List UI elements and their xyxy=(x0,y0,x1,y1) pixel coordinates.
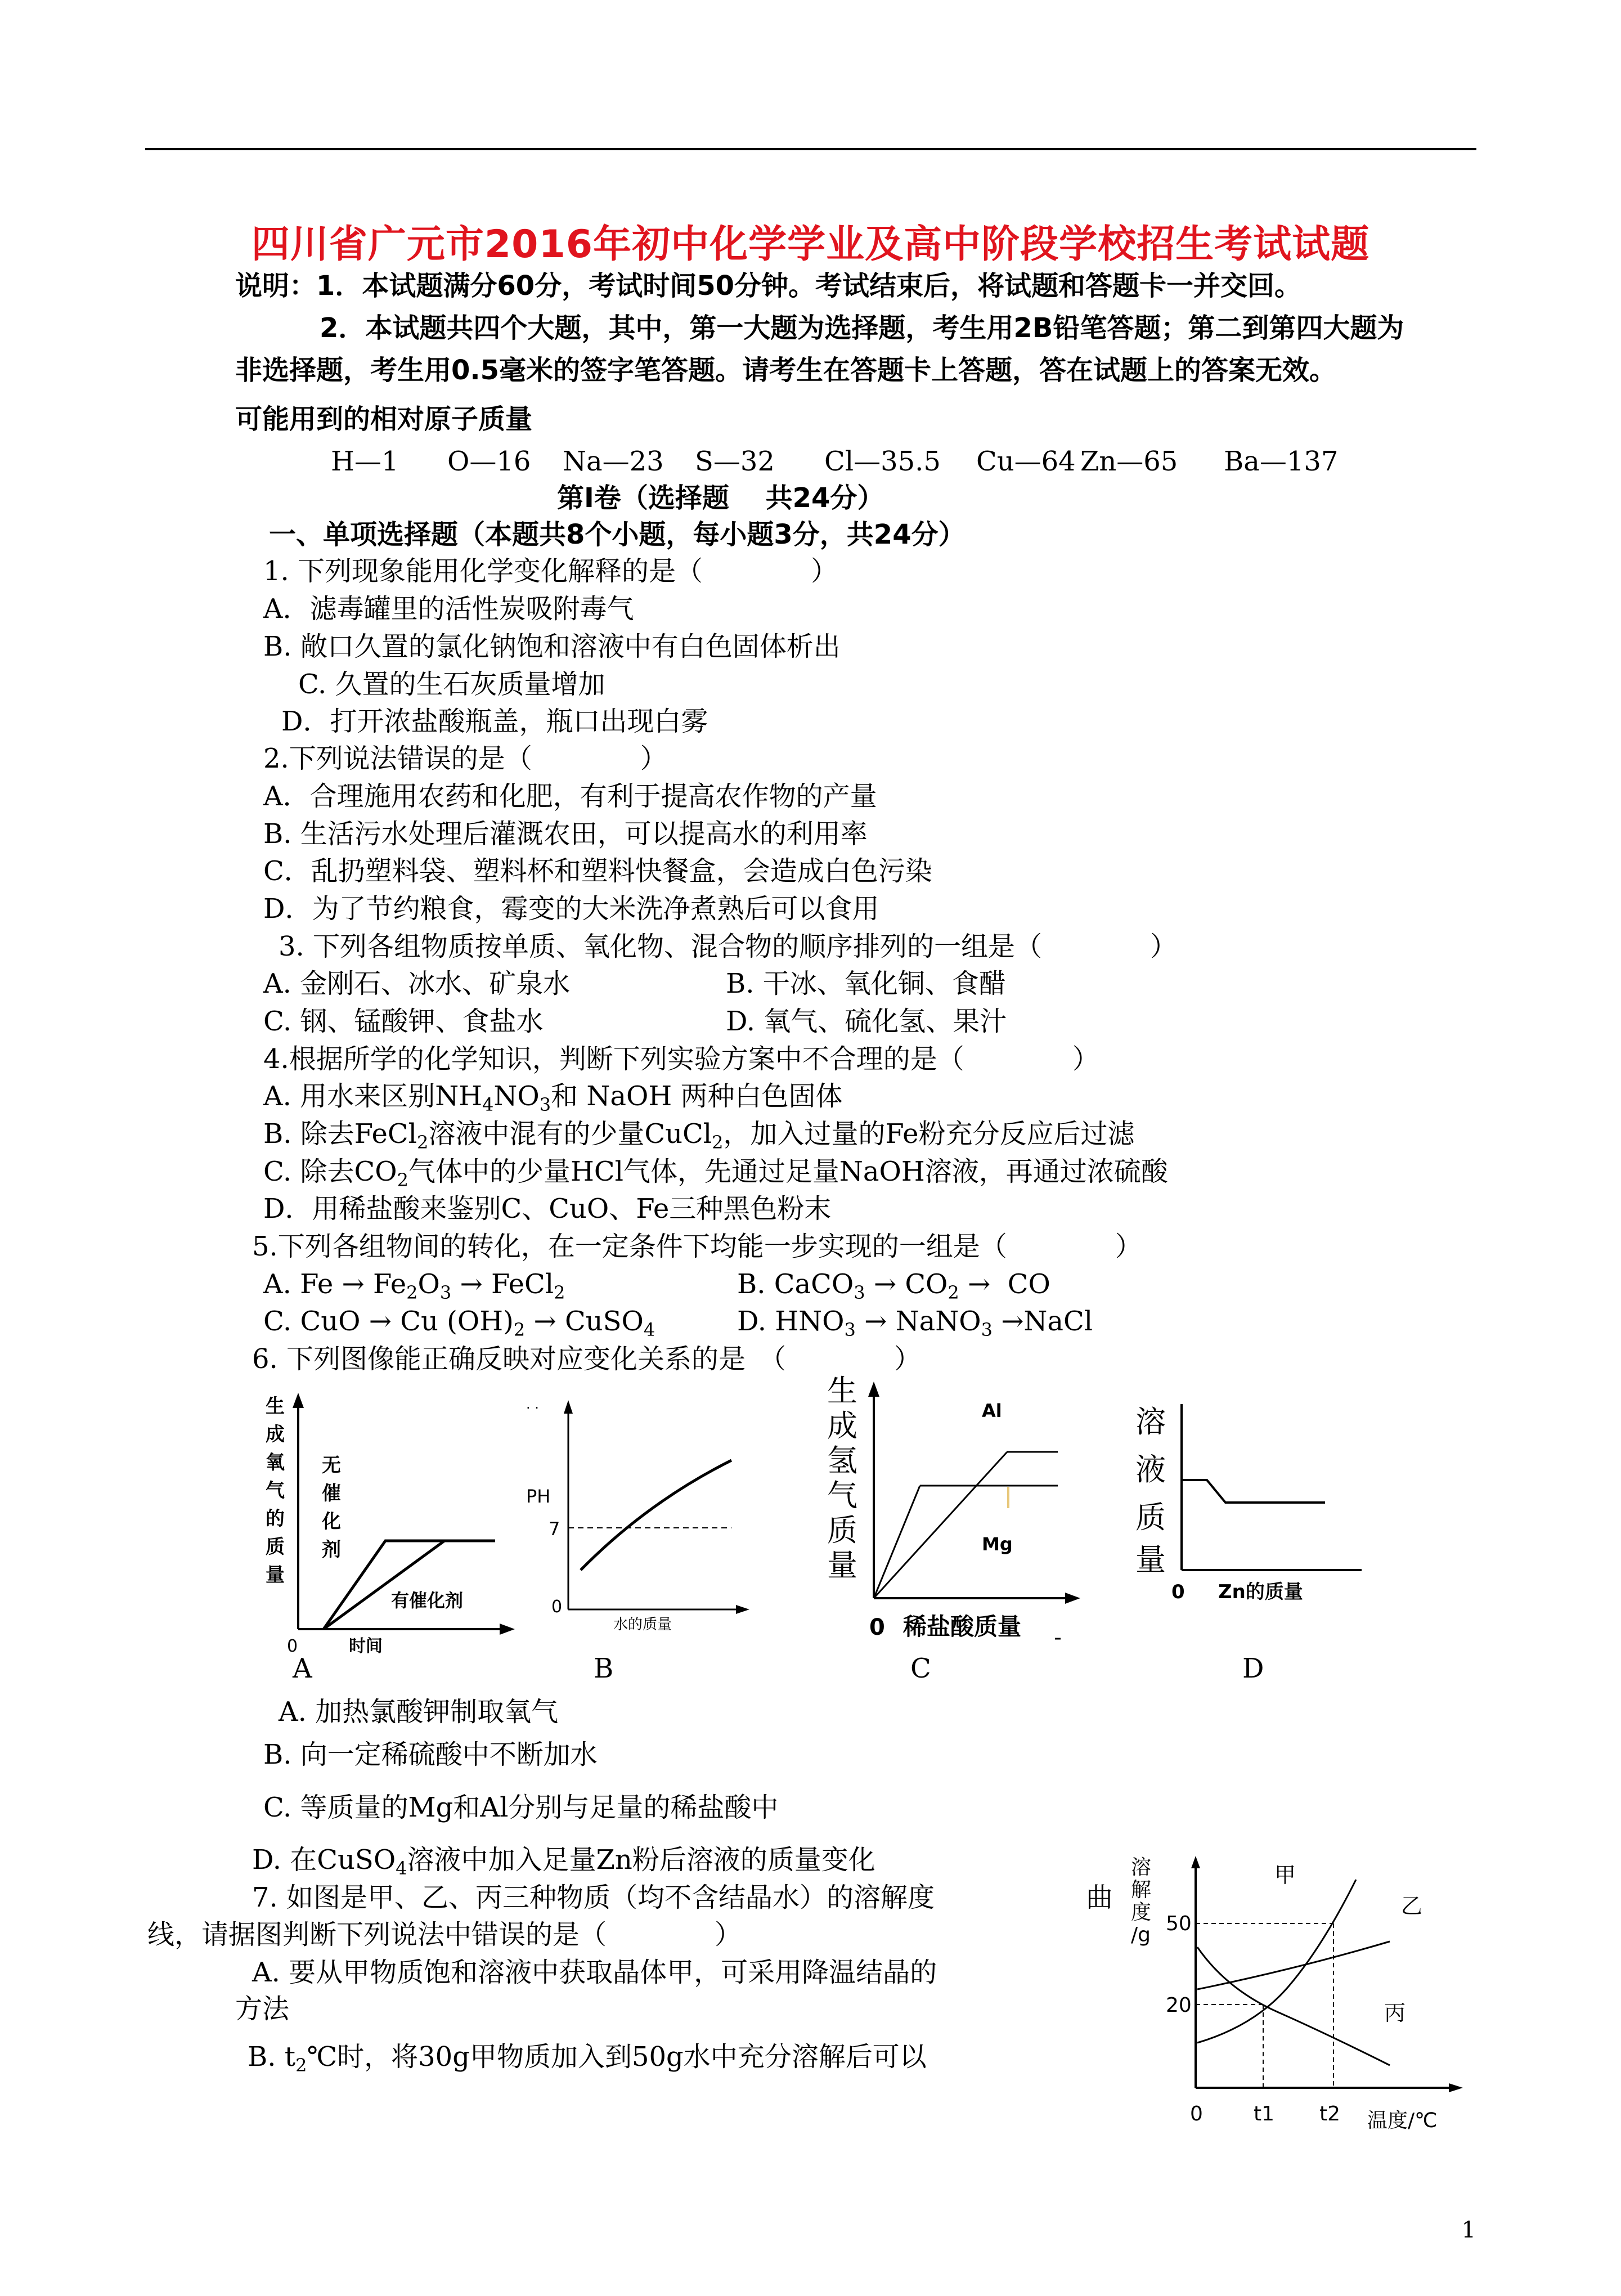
note-line-3: 非选择题，考生用0.5毫米的签字笔答题。请考生在答题卡上答题，答在试题上的答案无效。 xyxy=(235,355,1337,386)
graph-c-mg-line xyxy=(874,1486,920,1598)
section-title: 一、单项选择题（本题共8个小题，每小题3分，共24分） xyxy=(269,519,966,550)
graph-a-label-no-catalyst-4: 剂 xyxy=(322,1539,341,1561)
graph-b-dots: · · xyxy=(526,1400,539,1416)
q2-stem: 2.下列说法错误的是（ ） xyxy=(263,743,667,774)
q4-option-d: D．用稀盐酸来鉴别C、CuO、Fe三种黑色粉末 xyxy=(263,1193,832,1225)
solubility-y20: 20 xyxy=(1166,1994,1192,2017)
graph-d-y-label-2: 液 xyxy=(1135,1452,1166,1487)
solubility-y-label-4: /g xyxy=(1131,1923,1151,1947)
q6-stem: 6. 下列图像能正确反映对应变化关系的是 （ ） xyxy=(252,1343,922,1375)
graph-a-label-catalyst: 有催化剂 xyxy=(391,1590,464,1611)
solubility-y50: 50 xyxy=(1166,1912,1192,1935)
graph-c-al-line xyxy=(874,1452,1007,1598)
solubility-label-yi: 乙 xyxy=(1401,1894,1423,1918)
graph-d-y-label-1: 溶 xyxy=(1135,1404,1166,1440)
solubility-label-jia: 甲 xyxy=(1274,1863,1296,1887)
graph-a-y-label-5: 的 xyxy=(266,1508,285,1530)
q1-option-a: A．滤毒罐里的活性炭吸附毒气 xyxy=(263,593,634,625)
q1-option-b: B. 敞口久置的氯化钠饱和溶液中有白色固体析出 xyxy=(263,631,841,662)
graph-c-y-label-2: 成 xyxy=(827,1408,857,1443)
graph-a xyxy=(259,1390,523,1654)
solubility-curve-yi xyxy=(1197,1941,1390,1989)
graph-c-y-label-5: 质 xyxy=(827,1513,857,1548)
solubility-label-bing: 丙 xyxy=(1384,2001,1406,2025)
graph-a-x-label: 时间 xyxy=(349,1636,383,1654)
atomic-mass-title: 可能用到的相对原子质量 xyxy=(235,403,533,435)
solubility-t1: t1 xyxy=(1254,2102,1275,2125)
q3-option-c: C. 钢、锰酸钾、食盐水 xyxy=(263,1006,544,1037)
q2-option-d: D．为了节约粮食，霉变的大米洗净煮熟后可以食用 xyxy=(263,893,879,925)
graph-a-y-label-6: 质 xyxy=(266,1536,285,1558)
graph-c-caption: C xyxy=(910,1653,931,1684)
q3-stem: 3. 下列各组物质按单质、氧化物、混合物的顺序排列的一组是（ ） xyxy=(279,931,1178,962)
graph-d-x-label: Zn的质量 xyxy=(1218,1581,1303,1603)
solubility-curve-jia xyxy=(1197,1880,1356,2043)
atomic-mass-cl: Cl—35.5 xyxy=(824,446,941,477)
q7-stem-line-1: 7. 如图是甲、乙、丙三种物质（均不含结晶水）的溶解度 xyxy=(252,1882,935,1913)
solubility-y-label-1: 溶 xyxy=(1131,1856,1152,1879)
graph-d-curve xyxy=(1182,1480,1325,1503)
solubility-graph xyxy=(1125,1851,1474,2133)
q5-option-c: C. CuO → Cu $(OH)_2$ → CuSO$_4$ xyxy=(263,1306,655,1340)
q1-option-c: C. 久置的生石灰质量增加 xyxy=(298,669,605,700)
note-line-2: 2．本试题共四个大题，其中，第一大题为选择题，考生用2B铅笔答题；第二到第四大题为 xyxy=(320,312,1404,344)
graph-a-y-label-1: 生 xyxy=(266,1395,285,1418)
note-line-1: 说明：1．本试题满分60分，考试时间50分钟。考试结束后，将试题和答题卡一并交回。 xyxy=(235,270,1301,302)
graph-a-catalyst-line xyxy=(324,1541,444,1629)
graph-a-y-label-3: 氧 xyxy=(266,1451,285,1474)
atomic-mass-ba: Ba—137 xyxy=(1224,446,1339,477)
graph-a-label-no-catalyst-1: 无 xyxy=(322,1454,341,1477)
q1-stem: 1. 下列现象能用化学变化解释的是（ ） xyxy=(263,555,838,587)
graph-d xyxy=(1125,1390,1373,1615)
graph-b-origin: 0 xyxy=(551,1597,563,1617)
graph-a-y-label-4: 气 xyxy=(266,1479,285,1502)
graph-c-origin: 0 xyxy=(869,1615,885,1640)
header-rule xyxy=(145,148,1476,150)
graph-a-y-label-7: 量 xyxy=(266,1564,285,1586)
q3-option-b: B. 干冰、氧化铜、食醋 xyxy=(726,968,1006,999)
q5-stem: 5.下列各组物间的转化，在一定条件下均能一步实现的一组是（ ） xyxy=(252,1231,1142,1262)
solubility-y-label-3: 度 xyxy=(1131,1901,1152,1924)
graph-a-label-no-catalyst-3: 化 xyxy=(322,1510,341,1533)
q4-option-a: A. 用水来区别$NH_4NO_3$和 NaOH 两种白色固体 xyxy=(263,1080,843,1115)
solubility-y-label-2: 解 xyxy=(1131,1878,1152,1902)
graph-b-caption: B xyxy=(594,1653,614,1684)
q4-stem: 4.根据所学的化学知识，判断下列实验方案中不合理的是（ ） xyxy=(263,1043,1099,1075)
graph-b-y7: 7 xyxy=(549,1518,560,1540)
atomic-mass-s: S—32 xyxy=(695,446,775,477)
graph-c-y-label-4: 气 xyxy=(827,1478,857,1513)
graph-d-y-label-3: 质 xyxy=(1135,1500,1166,1535)
graph-d-caption: D xyxy=(1242,1653,1264,1684)
volume-title: 第Ⅰ卷（选择题 共24分） xyxy=(557,482,884,514)
solubility-origin: 0 xyxy=(1190,2102,1203,2125)
graph-a-y-label-2: 成 xyxy=(266,1423,285,1446)
graph-c-y-label-3: 氢 xyxy=(827,1443,857,1478)
graph-b xyxy=(518,1390,754,1632)
atomic-mass-o: O—16 xyxy=(447,446,531,477)
q6-option-c: C. 等质量的Mg和Al分别与足量的稀盐酸中 xyxy=(263,1792,779,1823)
graph-c-y-label-6: 量 xyxy=(827,1548,857,1583)
graph-c xyxy=(819,1373,1089,1643)
graph-b-ph-curve xyxy=(581,1460,731,1570)
graph-a-label-no-catalyst-2: 催 xyxy=(322,1482,341,1505)
q6-option-d: D. 在CuSO$_4$溶液中加入足量Zn粉后溶液的质量变化 xyxy=(252,1844,875,1879)
graph-d-y-label-4: 量 xyxy=(1135,1542,1166,1577)
atomic-mass-na: Na—23 xyxy=(563,446,664,477)
q2-option-b: B. 生活污水处理后灌溉农田，可以提高水的利用率 xyxy=(263,818,868,850)
q5-option-b: B. CaCO$_3$ → $CO_2$ → CO xyxy=(737,1268,1050,1303)
solubility-curve-bing xyxy=(1197,1947,1390,2065)
q7-stem-line-2: 线，请据图判断下列说法中错误的是（ ） xyxy=(147,1919,742,1950)
exam-title: 四川省广元市2016年初中化学学业及高中阶段学校招生考试试题 xyxy=(251,222,1370,267)
q5-option-a: A. $Fe \to Fe_2O_3$ → FeCl$_2$ xyxy=(263,1268,565,1303)
q7-option-a-line-2: 方法 xyxy=(235,1993,290,2025)
graph-d-origin: 0 xyxy=(1171,1581,1185,1603)
q2-option-a: A．合理施用农药和化肥，有利于提高农作物的产量 xyxy=(263,781,877,812)
q3-option-d: D. 氧气、硫化氢、果汁 xyxy=(726,1006,1007,1037)
graph-c-al-label: Al xyxy=(982,1400,1002,1421)
solubility-x-label: 温度/℃ xyxy=(1367,2109,1438,2132)
graph-b-y-label: PH xyxy=(526,1486,551,1507)
graph-c-mg-label: Mg xyxy=(982,1533,1013,1555)
graph-c-x-label: 稀盐酸质量 xyxy=(903,1613,1022,1640)
q1-option-d: D．打开浓盐酸瓶盖，瓶口出现白雾 xyxy=(281,706,708,737)
page-number: 1 xyxy=(1461,2217,1476,2243)
graph-c-y-label-1: 生 xyxy=(827,1373,857,1409)
graph-a-origin: 0 xyxy=(287,1636,298,1654)
atomic-mass-h: H—1 xyxy=(331,446,399,477)
q6-option-a: A. 加热氯酸钾制取氧气 xyxy=(279,1696,559,1728)
solubility-t2: t2 xyxy=(1319,2102,1341,2125)
q4-option-c: C. 除去$CO_2$气体中的少量HCl气体，先通过足量NaOH溶液，再通过浓硫酸 xyxy=(263,1156,1168,1191)
q5-option-d: D. $HNO_3$ → NaNO$_3$ →NaCl xyxy=(737,1306,1093,1340)
atomic-mass-zn: Zn—65 xyxy=(1080,446,1178,477)
graph-a-caption: A xyxy=(293,1653,312,1684)
q4-option-b: B. 除去FeCl$_2$溶液中混有的少量CuCl$_2$，加入过量的Fe粉充分反应后过滤 xyxy=(263,1118,1135,1153)
q2-option-c: C．乱扔塑料袋、塑料杯和塑料快餐盒，会造成白色污染 xyxy=(263,855,932,887)
graph-b-x-label: 水的质量 xyxy=(613,1616,672,1632)
q6-option-b: B. 向一定稀硫酸中不断加水 xyxy=(263,1739,598,1770)
q7-option-b: B. $t_2℃$时，将30g甲物质加入到50g水中充分溶解后可以 xyxy=(248,2041,927,2076)
q7-stem-qu: 曲 xyxy=(1086,1882,1113,1913)
atomic-mass-cu: Cu—64 xyxy=(976,446,1076,477)
graph-a-no-catalyst-line xyxy=(324,1541,495,1629)
q7-option-a-line-1: A. 要从甲物质饱和溶液中获取晶体甲，可采用降温结晶的 xyxy=(252,1957,937,1988)
q3-option-a: A. 金刚石、冰水、矿泉水 xyxy=(263,968,571,999)
